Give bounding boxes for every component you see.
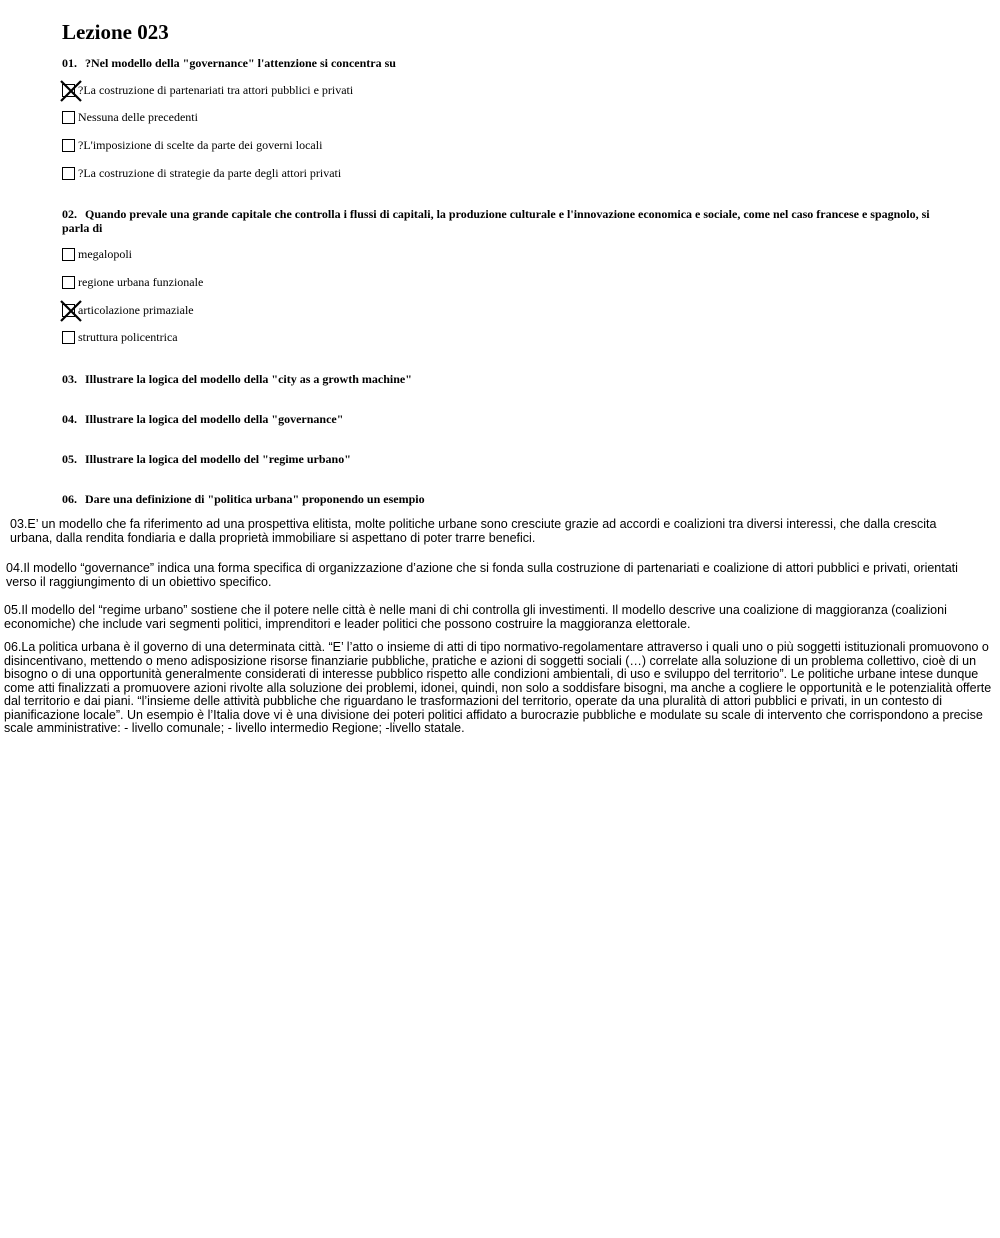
option-label: Nessuna delle precedenti <box>78 109 198 124</box>
checkbox[interactable] <box>62 111 75 124</box>
checkbox-checked[interactable] <box>62 304 75 317</box>
option-label: megalopoli <box>78 246 132 261</box>
question-06 <box>62 492 932 506</box>
answer-05: 05.Il modello del “regime urbano” sostiene che il potere nelle città è nelle mani di chi controlla gli investimenti. Il modello descrive una coalizione di maggioranza (coalizioni economiche) che include vari segmenti politici, imprenditori e leader politici che possono costruire la maggioranza elettorale. <box>4 603 947 631</box>
option-label: articolazione primaziale <box>78 302 194 317</box>
checkbox[interactable] <box>62 167 75 180</box>
question-number: 03. <box>62 372 77 386</box>
question-number: 04. <box>62 412 77 426</box>
question-number: 06. <box>62 492 77 506</box>
question-text: Quando prevale una grande capitale che controlla i flussi di capitali, la produzione culturale e l'innovazione economica e sociale, come nel caso francese e spagnolo, si parla di <box>62 207 930 235</box>
option-q02-c[interactable] <box>62 302 194 318</box>
option-q02-a[interactable] <box>62 246 132 262</box>
checkbox[interactable] <box>62 139 75 152</box>
option-q02-d[interactable] <box>62 329 178 345</box>
lesson-title: Lezione 023 <box>62 20 169 44</box>
answer-06: 06.La politica urbana è il governo di una determinata città. “E’ l’atto o insieme di atti di tipo normativo-regolamentare attraverso i quali uno o più soggetti istituzionali promuovono o disincentivano, mettendo o meno adisposizione risorse finanziarie pubbliche, pratiche e azioni di soggetti sociali (…) correlate alla soluzione di un problema collettivo, cioè di un bisogno o di una opportunità generalmente considerati di interesse pubblico rispetto alle condizioni ambientali, di uso e sviluppo del territorio”. Le politiche urbane intese dunque come atti finalizzati a promuovere azioni rivolte alla soluzione dei problemi, idonei, quindi, non solo a soddisfare bisogni, ma anche a cogliere le opportunità e le potenzialità offerte dal territorio e dai piani. “l’insieme delle attività pubbliche che riguardano le trasformazioni del territorio, operate da una pluralità di attori pubblici e privati, in un contesto di pianificazione locale”. Un esempio è l’Italia dove vi è una divisione dei poteri politici affidato a burocrazie pubbliche e modulate su scale di intervento che corrispondono a precise scale amministrative: - livello comunale; - livello intermedio Regione; -livello statale. <box>4 640 992 735</box>
checkbox[interactable] <box>62 248 75 261</box>
answer-04: 04.Il modello “governance” indica una forma specifica di organizzazione d’azione che si fonda sulla costruzione di partenariati e coalizione di attori pubblici e privati, orientati verso il raggiungimento di un obiettivo specifico. <box>6 561 958 589</box>
check-x-icon <box>60 80 82 102</box>
option-label: struttura policentrica <box>78 329 178 344</box>
question-text: Dare una definizione di "politica urbana" proponendo un esempio <box>85 492 425 506</box>
question-04 <box>62 412 932 426</box>
option-label: ?La costruzione di strategie da parte degli attori privati <box>78 165 342 180</box>
option-q02-b[interactable] <box>62 274 203 290</box>
question-03 <box>62 372 932 386</box>
answer-03: 03.E’ un modello che fa riferimento ad una prospettiva elitista, molte politiche urbane sono cresciute grazie ad accordi e coalizioni tra diversi interessi, che dalla crescita urbana, dalla rendita fondiaria e dalla proprietà immobiliare si aspettano di poter trarre benefici. <box>10 517 937 545</box>
option-q01-b[interactable] <box>62 109 198 125</box>
question-text: Illustrare la logica del modello del "regime urbano" <box>85 452 351 466</box>
question-number: 05. <box>62 452 77 466</box>
option-q01-d[interactable] <box>62 165 341 181</box>
checkbox-checked[interactable] <box>62 84 75 97</box>
option-label: regione urbana funzionale <box>78 274 204 289</box>
option-label: ?L'imposizione di scelte da parte dei governi locali <box>78 137 323 152</box>
option-q01-a[interactable] <box>62 82 353 98</box>
checkbox[interactable] <box>62 276 75 289</box>
question-text: Illustrare la logica del modello della "city as a growth machine" <box>85 372 412 386</box>
question-05 <box>62 452 932 466</box>
question-text: ?Nel modello della "governance" l'attenzione si concentra su <box>85 56 396 70</box>
option-label: ?La costruzione di partenariati tra attori pubblici e privati <box>78 82 354 97</box>
checkbox[interactable] <box>62 331 75 344</box>
question-02 <box>62 207 932 235</box>
question-01 <box>62 56 932 70</box>
question-number: 02. <box>62 207 77 221</box>
check-x-icon <box>60 300 82 322</box>
option-q01-c[interactable] <box>62 137 322 153</box>
question-number: 01. <box>62 56 77 70</box>
question-text: Illustrare la logica del modello della "governance" <box>85 412 344 426</box>
